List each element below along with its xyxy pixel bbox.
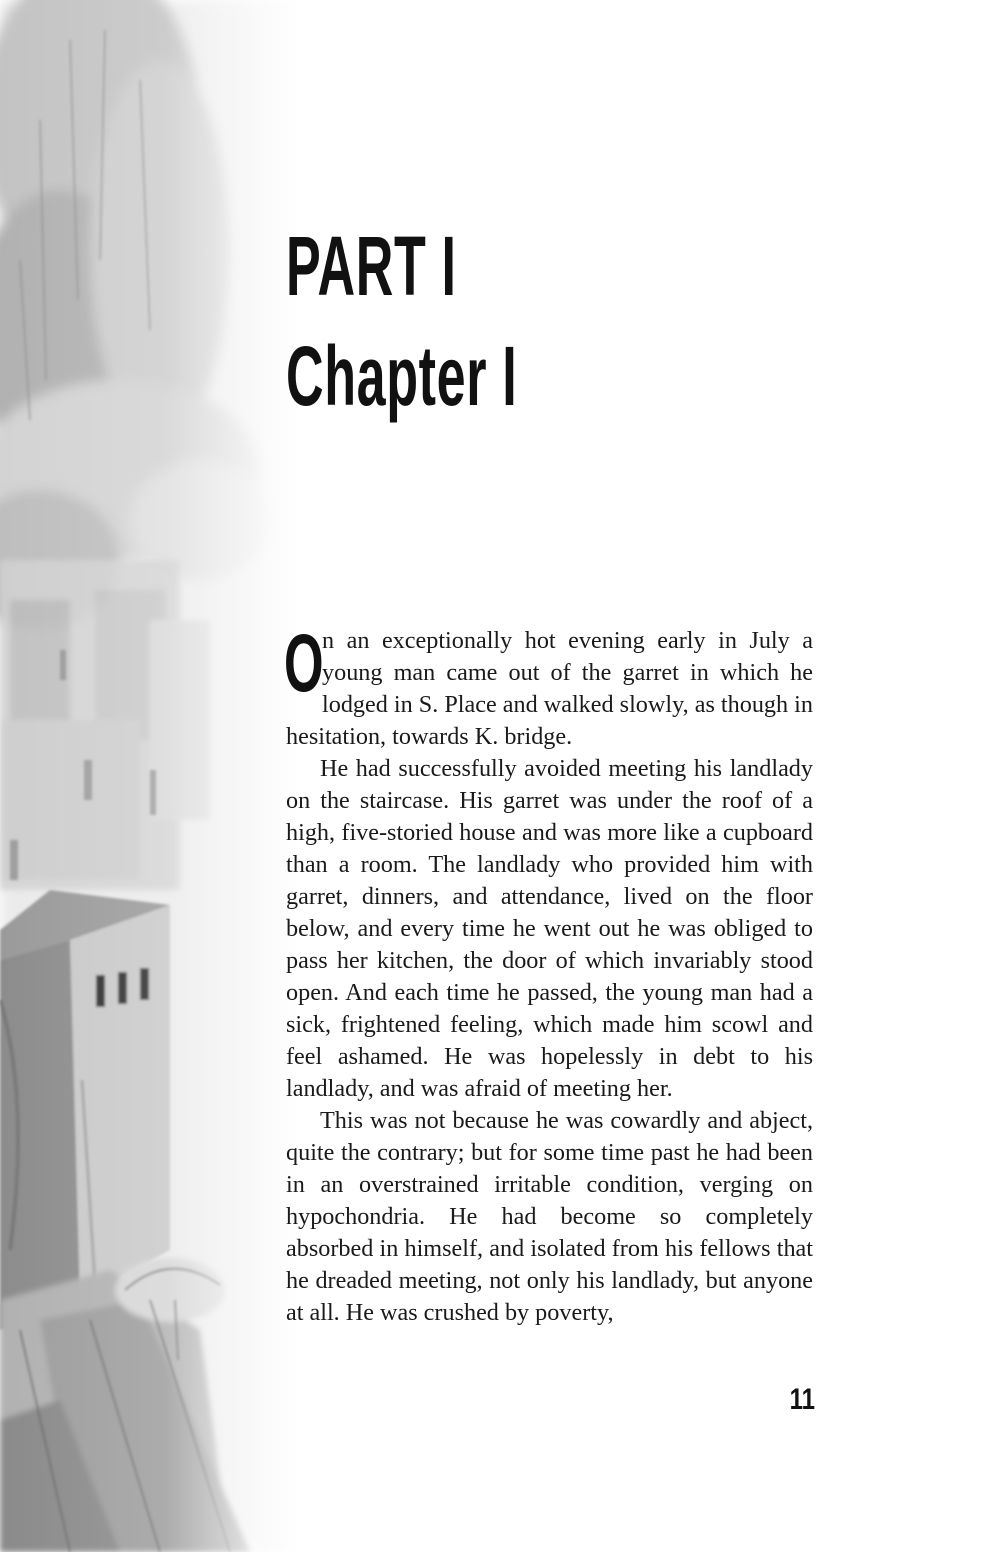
drop-cap: O	[284, 618, 324, 709]
paragraph-3: This was not because he was cowardly and abject, quite the contrary; but for some time past he had been in an overstrained irritable condition, verging on hypochondria. He had become so completely absorbed in himself, and isolated from his fellows that he dreaded meeting, not only his landlady, but anyone at all. He was crushed by poverty,	[286, 1107, 813, 1326]
paragraph-1	[284, 618, 813, 753]
page-number: 11	[789, 1383, 815, 1416]
part-title: PART I	[286, 219, 457, 313]
chapter-body	[284, 618, 813, 1329]
watercolor-cityscape-illustration	[0, 0, 300, 1552]
paragraph-1-text: n an exceptionally hot evening early in July a young man came out of the garret in which he lodged in S. Place and walked slowly, as though in hesitation, towards K. bridge.	[286, 627, 813, 750]
chapter-title: Chapter I	[286, 329, 518, 423]
paragraph-2: He had successfully avoided meeting his landlady on the staircase. His garret was under the roof of a high, five-storied house and was more like a cupboard than a room. The landlady who provided him with garret, dinners, and attendance, lived on the floor below, and every time he went out he was obliged to pass her kitchen, the door of which invariably stood open. And each time he passed, the young man had a sick, frightened feeling, which made him scowl and feel ashamed. He was hopelessly in debt to his landlady, and was afraid of meeting her.	[286, 755, 813, 1102]
